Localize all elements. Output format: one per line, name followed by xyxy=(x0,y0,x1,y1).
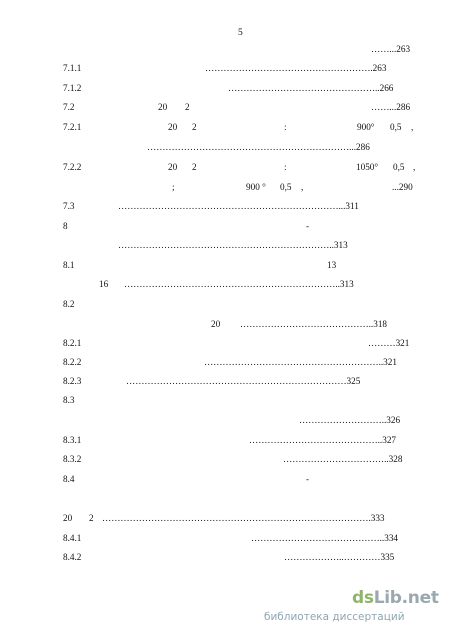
toc-text: 2 xyxy=(185,102,190,112)
toc-number: 8.3 xyxy=(63,395,75,405)
toc-text: : xyxy=(284,162,287,172)
toc-number: 16 xyxy=(99,279,109,289)
toc-text: - xyxy=(306,474,310,484)
toc-text: 20 xyxy=(168,162,178,172)
toc-text: , xyxy=(301,182,304,192)
toc-text: , xyxy=(411,122,414,132)
toc-number: 8 xyxy=(63,221,68,231)
toc-number: 8.2.1 xyxy=(63,338,82,348)
toc-leader: ………321 xyxy=(368,338,410,348)
toc-number: 8.2.2 xyxy=(63,357,82,367)
toc-number: 7.2.1 xyxy=(63,122,82,132)
toc-text: 2 xyxy=(192,162,197,172)
toc-text: 20 xyxy=(211,319,221,329)
toc-text: - xyxy=(306,221,310,231)
toc-text: ; xyxy=(172,182,175,192)
toc-text: 900 ° xyxy=(246,182,266,192)
logo-ds: ds xyxy=(352,588,374,608)
toc-leader: ……………………………………..318 xyxy=(240,319,387,329)
toc-leader: ……………………………………………….263 xyxy=(205,63,387,73)
toc-leader: ...290 xyxy=(392,182,413,192)
toc-leader: ……………………………………..334 xyxy=(251,533,398,543)
toc-leader: ……...286 xyxy=(371,102,411,112)
toc-text: 0,5 xyxy=(393,162,405,172)
toc-text: 900° xyxy=(357,122,375,132)
toc-number: 8.2 xyxy=(63,299,75,309)
toc-leader: …………………………………………………………...286 xyxy=(147,142,370,152)
toc-number: 8.3.1 xyxy=(63,435,82,445)
toc-text: , xyxy=(413,162,416,172)
toc-number: 8.4 xyxy=(63,474,75,484)
toc-number: 20 xyxy=(63,513,73,523)
toc-text: 13 xyxy=(327,260,337,270)
toc-leader: ………………………………………………………………...311 xyxy=(118,201,359,211)
toc-leader: …………………………………………………………………………….333 xyxy=(102,513,385,523)
watermark-tagline: библиотека диссертаций xyxy=(264,611,405,623)
toc-text: : xyxy=(284,122,287,132)
toc-number: 7.1.1 xyxy=(63,63,82,73)
toc-number: 7.2 xyxy=(63,102,75,112)
toc-text: 20 xyxy=(158,102,168,112)
toc-leader: ……………………………………..327 xyxy=(249,435,396,445)
toc-leader: ………………………..326 xyxy=(299,415,401,425)
toc-number: 8.4.2 xyxy=(63,552,82,562)
logo-rest: Lib.net xyxy=(373,588,439,608)
toc-number: 8.2.3 xyxy=(63,376,82,386)
toc-leader: ……………………………………………………………..313 xyxy=(124,279,354,289)
toc-text: 2 xyxy=(192,122,197,132)
toc-text: 2 xyxy=(89,513,94,523)
toc-leader: ……………………………..328 xyxy=(283,454,403,464)
toc-number: 7.3 xyxy=(63,201,75,211)
toc-number: 7.1.2 xyxy=(63,83,82,93)
toc-number: 8.3.2 xyxy=(63,454,82,464)
toc-leader: …………………………………………………..321 xyxy=(204,357,397,367)
dslib-watermark xyxy=(264,588,444,630)
toc-number: 8.4.1 xyxy=(63,533,82,543)
toc-text: 20 xyxy=(168,122,178,132)
toc-leader: ……...263 xyxy=(371,44,411,54)
toc-text: 0,5 xyxy=(280,182,292,192)
toc-leader: ………………………………………………………………325 xyxy=(126,376,361,386)
dslib-logo xyxy=(352,590,439,607)
toc-number: 7.2.2 xyxy=(63,162,82,172)
toc-leader: ……………………………………………………………..313 xyxy=(118,240,348,250)
toc-text: 0,5 xyxy=(390,122,402,132)
toc-number: 8.1 xyxy=(63,260,75,270)
page-number: 5 xyxy=(238,28,243,38)
toc-leader: …………………………………………..266 xyxy=(228,83,394,93)
toc-text: 1050° xyxy=(356,162,379,172)
toc-leader: ………………..…………335 xyxy=(284,552,395,562)
